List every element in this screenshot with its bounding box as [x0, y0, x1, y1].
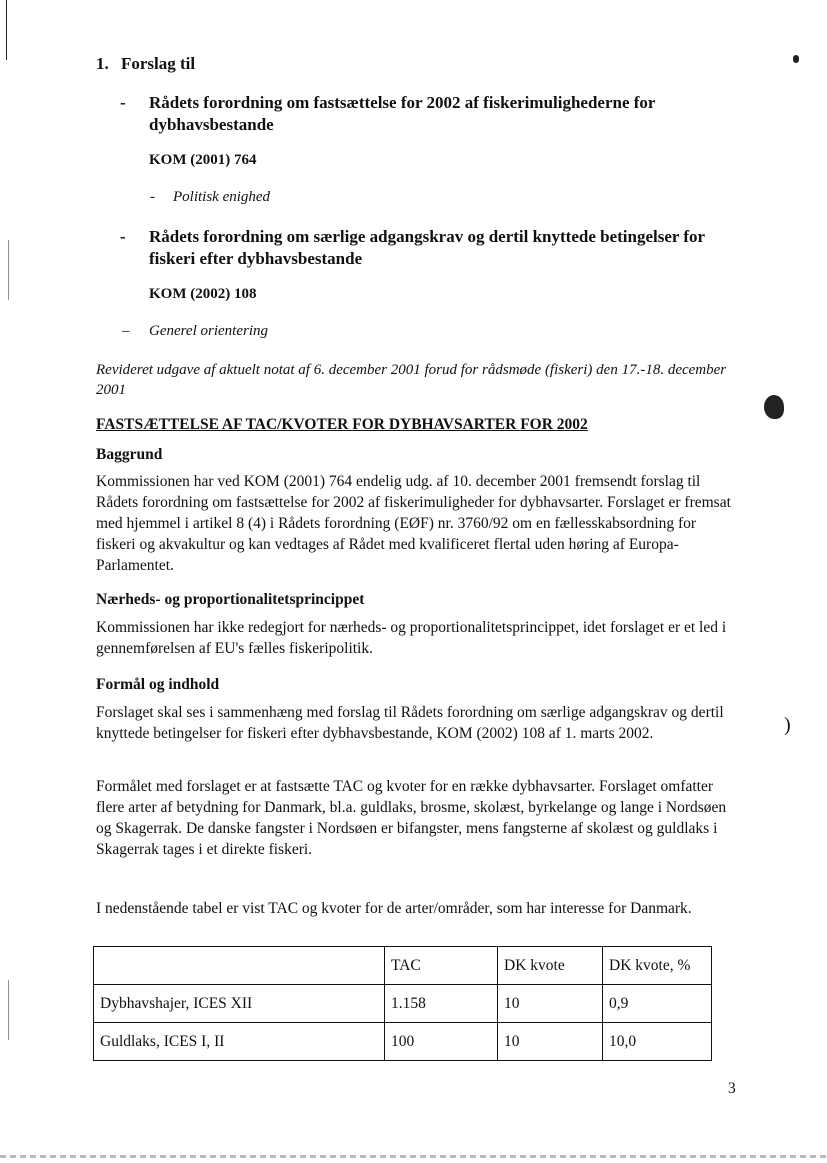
table-header-cell: DK kvote, %	[603, 947, 712, 985]
scan-blot	[764, 395, 784, 419]
table-header-row	[94, 947, 712, 985]
formaal-heading: Formål og indhold	[96, 676, 220, 693]
formaal-text-3: I nedenstående tabel er vist TAC og kvoter for de arter/områder, som har interesse for Danmark.	[96, 900, 692, 917]
table-header-cell: TAC	[385, 947, 498, 985]
table-cell: 10	[498, 1023, 603, 1061]
margin-line	[8, 240, 9, 300]
baggrund-heading: Baggrund	[96, 446, 163, 463]
item-2-note: Generel orientering	[149, 323, 268, 339]
item-1-ref: KOM (2001) 764	[149, 152, 257, 168]
item-1-note-dash: -	[150, 189, 155, 205]
table-cell: Guldlaks, ICES I, II	[94, 1023, 385, 1061]
formaal-text-2: Formålet med forslaget er at fastsætte TAC og kvoter for en række dybhavsarter. Forslaget omfatter flere arter af betydning for Danmark, bl.a. guldlaks, brosme, skolæst, byrkelange og lange i Nordsøen og Skagerrak. De danske fangster i Nordsøen er bifangster, mens fangsterne af skolæst og guldlaks i Skagerrak tages i et direkte fiskeri.	[96, 778, 727, 858]
item-2-ref: KOM (2002) 108	[149, 286, 257, 302]
baggrund-text: Kommissionen har ved KOM (2001) 764 endelig udg. af 10. december 2001 fremsendt forslag til Rådets forordning om fastsættelse for 2002 af fiskerimuligheder for dybhavsarter. Forslaget er fremsat med hjemmel i artikel 8 (4) i Rådets forordning (EØF) nr. 3760/92 om en fællesskabsordning for fiskeri og akvakultur og kan vedtages af Rådet med kvalificeret flertal uden høring af Europa-Parlamentet.	[96, 473, 731, 574]
item-1-dash: -	[120, 93, 126, 112]
table-row	[94, 1023, 712, 1061]
table-row	[94, 985, 712, 1023]
formaal-text-1: Forslaget skal ses i sammenhæng med forslag til Rådets forordning om særlige adgangskrav og dertil knyttede betingelser for fiskeri efter dybhavsbestande, KOM (2002) 108 af 1. marts 2002.	[96, 704, 724, 742]
margin-line	[8, 980, 9, 1040]
revised-note: Revideret udgave af aktuelt notat af 6. december 2001 forud for rådsmøde (fiskeri) den 17.-18. december 2001	[96, 362, 727, 398]
heading-number: 1.	[96, 54, 109, 73]
table-cell: 0,9	[603, 985, 712, 1023]
heading	[96, 54, 195, 74]
table-cell: Dybhavshajer, ICES XII	[94, 985, 385, 1023]
table-cell: 10,0	[603, 1023, 712, 1061]
margin-paren: )	[784, 714, 791, 736]
table-cell: 10	[498, 985, 603, 1023]
margin-line	[6, 0, 7, 60]
scan-edge	[0, 1155, 827, 1158]
naerhed-text: Kommissionen har ikke redegjort for nærheds- og proportionalitetsprincippet, idet forslaget er et led i gennemførelsen af EU's fælles fiskeripolitik.	[96, 619, 727, 657]
item-2-title: Rådets forordning om særlige adgangskrav og dertil knyttede betingelser for fiskeri efter dybhavsbestande	[149, 227, 705, 268]
heading-title: Forslag til	[121, 54, 196, 73]
scan-speck	[793, 55, 799, 63]
table-header-cell: DK kvote	[498, 947, 603, 985]
table-cell: 100	[385, 1023, 498, 1061]
item-1-note: Politisk enighed	[173, 189, 271, 205]
table-header-cell	[94, 947, 385, 985]
item-2-dash: -	[120, 227, 126, 246]
section-title: FASTSÆTTELSE AF TAC/KVOTER FOR DYBHAVSARTER FOR 2002	[96, 416, 588, 433]
item-1-title: Rådets forordning om fastsættelse for 2002 af fiskerimulighederne for dybhavsbestande	[149, 93, 656, 134]
page-number: 3	[728, 1080, 736, 1097]
tac-table	[93, 946, 712, 1061]
item-2-note-dash: –	[122, 323, 130, 339]
table-cell: 1.158	[385, 985, 498, 1023]
naerhed-heading: Nærheds- og proportionalitetsprincippet	[96, 591, 365, 608]
